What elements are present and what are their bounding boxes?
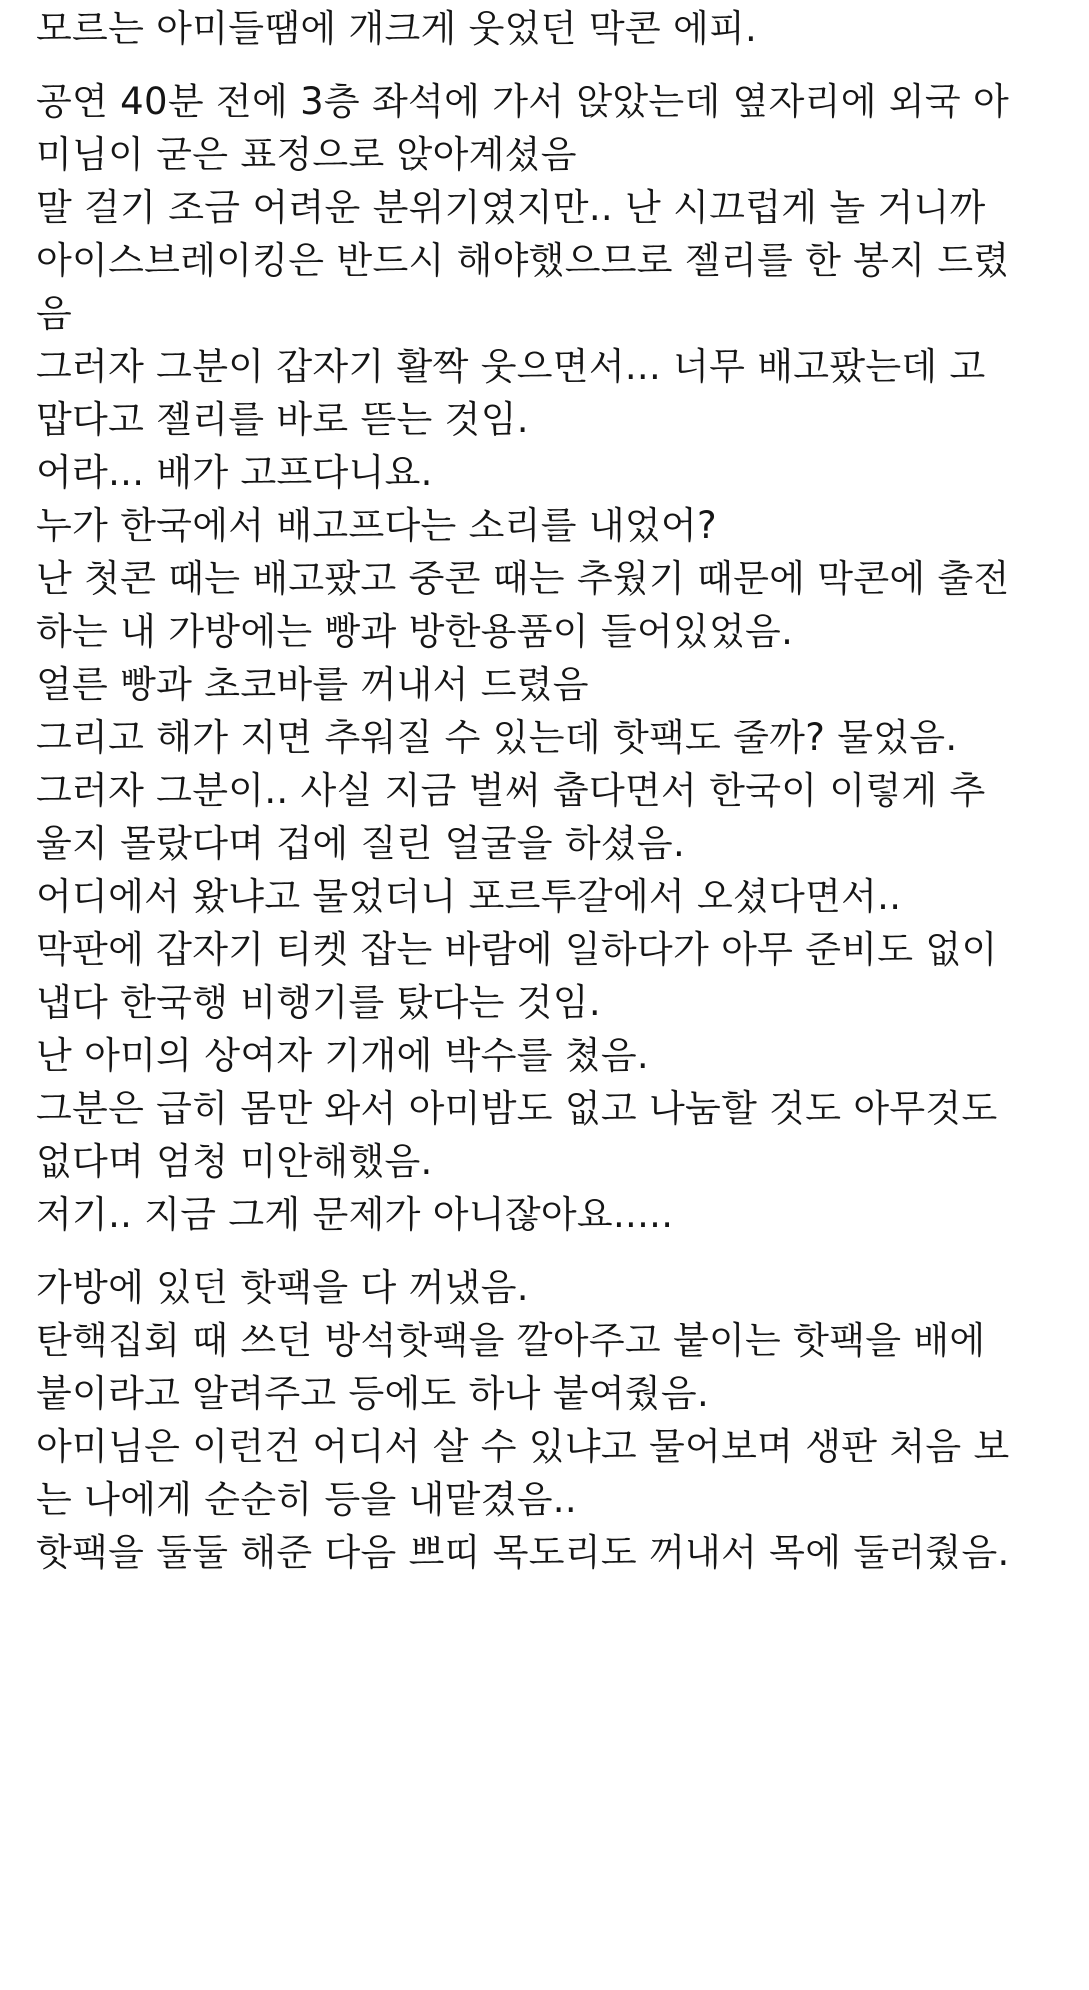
paragraph-gap: [36, 1241, 1081, 1261]
text-line-19: 냅다 한국행 비행기를 탔다는 것임.: [36, 981, 601, 1024]
text-line-24: 가방에 있던 핫팩을 다 꺼냈음.: [36, 1266, 529, 1309]
text-line-14: 그리고 해가 지면 추워질 수 있는데 핫팩도 줄까? 물었음.: [36, 716, 958, 759]
text-line-1: 모르는 아미들땜에 개크게 웃었던 막콘 에피.: [36, 7, 758, 50]
text-line-18: 막판에 갑자기 티켓 잡는 바람에 일하다가 아무 준비도 없이: [36, 928, 998, 971]
text-line-10: 누가 한국에서 배고프다는 소리를 내었어?: [36, 504, 717, 547]
text-line-13: 얼른 빵과 초코바를 꺼내서 드렸음: [36, 663, 589, 706]
text-line-25: 탄핵집회 때 쓰던 방석핫팩을 깔아주고 붙이는 핫팩을 배에: [36, 1319, 986, 1362]
text-line-16: 울지 몰랐다며 겁에 질린 얼굴을 하셨음.: [36, 822, 686, 865]
text-line-28: 는 나에게 순순히 등을 내맡겼음..: [36, 1478, 577, 1521]
text-line-2: 공연 40분 전에 3층 좌석에 가서 앉았는데 옆자리에 외국 아: [36, 80, 1009, 123]
text-line-17: 어디에서 왔냐고 물었더니 포르투갈에서 오셨다면서..: [36, 875, 902, 918]
text-line-22: 없다며 엄청 미안해했음.: [36, 1140, 433, 1183]
post-body: [36, 0, 1081, 1579]
text-line-11: 난 첫콘 때는 배고팠고 중콘 때는 추웠기 때문에 막콘에 출전: [36, 557, 1010, 600]
paragraph-gap: [36, 55, 1081, 75]
text-line-4: 말 걸기 조금 어려운 분위기였지만.. 난 시끄럽게 놀 거니까: [36, 186, 986, 229]
text-line-6: 음: [36, 292, 73, 335]
text-line-5: 아이스브레이킹은 반드시 해야했으므로 젤리를 한 봉지 드렸: [36, 239, 1010, 282]
text-line-29: 핫팩을 둘둘 해준 다음 쁘띠 목도리도 꺼내서 목에 둘러줬음.: [36, 1531, 1010, 1574]
text-line-26: 붙이라고 알려주고 등에도 하나 붙여줬음.: [36, 1372, 710, 1415]
text-line-27: 아미님은 이런건 어디서 살 수 있냐고 물어보며 생판 처음 보: [36, 1425, 1010, 1468]
text-line-21: 그분은 급히 몸만 와서 아미밤도 없고 나눔할 것도 아무것도: [36, 1087, 998, 1130]
text-line-15: 그러자 그분이.. 사실 지금 벌써 춥다면서 한국이 이렇게 추: [36, 769, 986, 812]
text-line-23: 저기.. 지금 그게 문제가 아니잖아요.....: [36, 1193, 674, 1236]
text-line-3: 미님이 굳은 표정으로 앉아계셨음: [36, 133, 577, 176]
text-line-8: 맙다고 젤리를 바로 뜯는 것임.: [36, 398, 529, 441]
text-line-20: 난 아미의 상여자 기개에 박수를 쳤음.: [36, 1034, 649, 1077]
text-line-12: 하는 내 가방에는 빵과 방한용품이 들어있었음.: [36, 610, 794, 653]
text-line-9: 어라... 배가 고프다니요.: [36, 451, 433, 494]
text-line-7: 그러자 그분이 갑자기 활짝 웃으면서... 너무 배고팠는데 고: [36, 345, 986, 388]
